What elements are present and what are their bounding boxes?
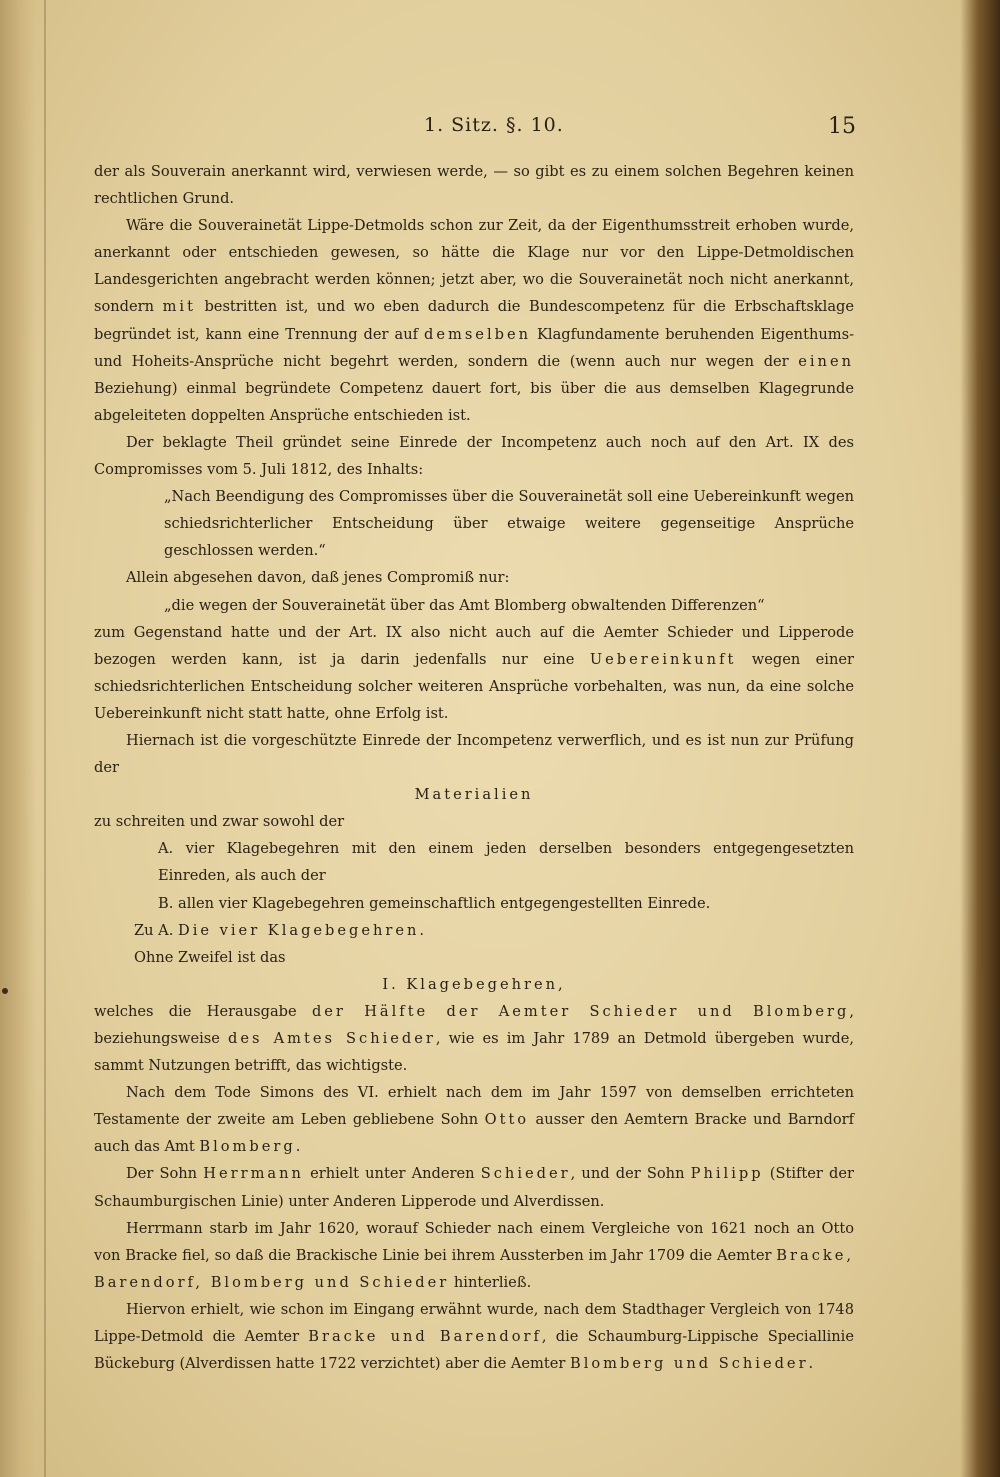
paragraph: Allein abgesehen davon, daß jenes Compromiß nur:	[126, 569, 510, 587]
paragraph: zum Gegenstand hatte und der Art. IX also nicht auch auf die Aemter Schieder und Lipperode bezogen werden kann, ist ja darin jedenfalls nur eine Uebereinkunft wegen einer schiedsrichterlichen Entscheidung solcher weiteren Ansprüche vorbehalten, was nun, da eine solche Uebereinkunft nicht statt hatte, ohne Erfolg ist.	[94, 623, 854, 722]
margin-dot	[2, 988, 8, 994]
paragraph: Ohne Zweifel ist das	[134, 948, 286, 966]
paragraph: Hiervon erhielt, wie schon im Eingang erwähnt wurde, nach dem Stadthager Vergleich von 1748 Lippe-Detmold die Aemter Bracke und Barendorf, die Schaumburg-Lippische Speciallinie Bückeburg (Alverdissen hatte 1722 verzichtet) aber die Aemter Blomberg und Schieder.	[94, 1300, 854, 1373]
paragraph: Der beklagte Theil gründet seine Einrede der Incompetenz auch noch auf den Art. IX des Compromisses vom 5. Juli 1812, des Inhalts:	[94, 433, 854, 479]
paragraph: Der Sohn Herrmann erhielt unter Anderen Schieder, und der Sohn Philipp (Stifter der Schaumburgischen Linie) unter Anderen Lipperode und Alverdissen.	[94, 1165, 855, 1210]
paragraph: welches die Herausgabe der Hälfte der Aemter Schieder und Blomberg, beziehungsweise des Amtes Schieder, wie es im Jahr 1789 an Detmold übergeben wurde, sammt Nutzungen betrifft, das wichtigste.	[94, 1002, 854, 1075]
subsection-heading: Zu A. Die vier Klagebegehren.	[134, 921, 428, 939]
running-header	[0, 114, 1000, 144]
paragraph: der als Souverain anerkannt wird, verwiesen werde, — so gibt es zu einem solchen Begehren keinen rechtlichen Grund.	[94, 163, 854, 208]
section-heading: I. Klagebegehren,	[382, 975, 566, 993]
page-number: 15	[828, 114, 856, 139]
list-item: B. allen vier Klagebegehren gemeinschaftlich entgegengestellten Einrede.	[158, 894, 711, 912]
block-quote: „die wegen der Souverainetät über das Amt Blomberg obwaltenden Differenzen“	[164, 596, 765, 614]
page-fold-line	[44, 0, 46, 1477]
section-reference: 1. Sitz. §. 10.	[424, 114, 564, 136]
list-item: A. vier Klagebegehren mit den einem jeden derselben besonders entgegengesetzten Einreden, als auch der	[158, 840, 854, 885]
page-left-shadow	[0, 0, 36, 1477]
paragraph: Wäre die Souverainetät Lippe-Detmolds schon zur Zeit, da der Eigenthumsstreit erhoben wurde, anerkannt oder entschieden gewesen, so hätte die Klage nur vor den Lippe-Detmoldischen Landesgerichten angebracht werden können; jetzt aber, wo die Souverainetät noch nicht anerkannt, sondern mit bestritten ist, und wo eben dadurch die Bundescompetenz für die Erbschaftsklage begründet ist, kann eine Trennung der auf demselben Klagfundamente beruhenden Eigenthums- und Hoheits-Ansprüche nicht begehrt werden, sondern die (wenn auch nur wegen der einen Beziehung) einmal begründete Competenz dauert fort, bis über die aus demselben Klagegrunde abgeleiteten doppelten Ansprüche entschieden ist.	[94, 217, 855, 424]
paragraph: zu schreiten und zwar sowohl der	[94, 813, 345, 831]
block-quote: „Nach Beendigung des Compromisses über die Souverainetät soll eine Uebereinkunft wegen schiedsrichterlicher Entscheidung über etwaige weitere gegenseitige Ansprüche geschlossen werden.“	[164, 488, 854, 560]
paragraph: Nach dem Tode Simons des VI. erhielt nach dem im Jahr 1597 von demselben errichteten Testamente der zweite am Leben gebliebene Sohn Otto ausser den Aemtern Bracke und Barndorf auch das Amt Blomberg.	[94, 1084, 855, 1156]
paragraph: Hiernach ist die vorgeschützte Einrede der Incompetenz verwerflich, und es ist nun zur Prüfung der	[94, 731, 854, 777]
book-spine-edge	[960, 0, 1000, 1477]
paragraph: Herrmann starb im Jahr 1620, worauf Schieder nach einem Vergleiche von 1621 noch an Otto von Bracke fiel, so daß die Brackische Linie bei ihrem Aussterben im Jahr 1709 die Aemter Bracke, Barendorf, Blomberg und Schieder hinterließ.	[94, 1219, 854, 1291]
body-text	[94, 158, 854, 1377]
section-heading: Materialien	[414, 786, 534, 804]
